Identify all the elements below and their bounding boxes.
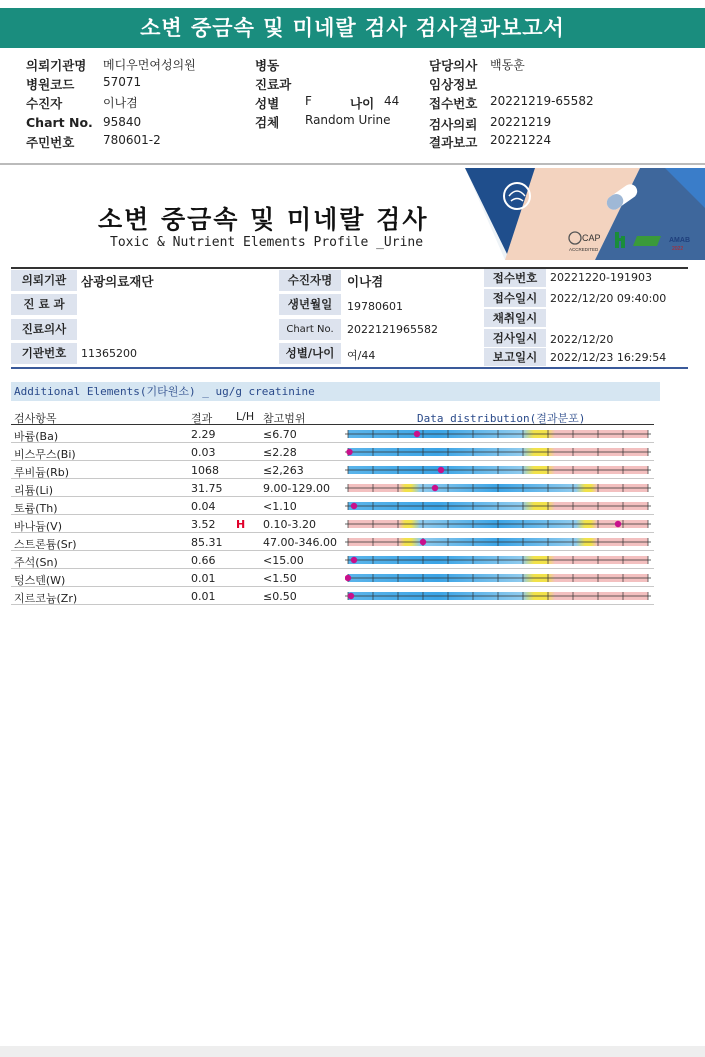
report-header-title: 소변 중금속 및 미네랄 검사 검사결과보고서 xyxy=(0,8,705,48)
report-page xyxy=(0,168,705,1048)
distribution-bar xyxy=(345,479,651,497)
result-value: 85.31 xyxy=(191,536,223,549)
field-label: 진료과 xyxy=(255,77,292,92)
header-divider xyxy=(0,163,705,165)
field-value: 이나겸 xyxy=(103,96,138,110)
sexage-label: 성별/나이 xyxy=(279,343,341,364)
field-label: 접수번호 xyxy=(429,96,478,111)
field-label: 의뢰기관명 xyxy=(26,58,87,73)
report-title: 소변 중금속 및 미네랄 검사 xyxy=(98,205,429,234)
collect-label: 채취일시 xyxy=(484,309,546,327)
item-name: 텅스텐(W) xyxy=(14,574,66,587)
field-label: 수진자 xyxy=(26,96,63,111)
distribution-bar xyxy=(345,515,651,533)
section-title: Additional Elements(기타원소) _ ug/g creatinine xyxy=(11,382,660,401)
chart-value: 2022121965582 xyxy=(347,323,438,336)
item-name: 지르코늄(Zr) xyxy=(14,592,78,605)
field-value: 95840 xyxy=(103,115,142,129)
report-date-value: 2022/12/23 16:29:54 xyxy=(550,351,667,364)
reference-range: ≤0.50 xyxy=(263,590,297,603)
green-logo xyxy=(633,236,661,246)
field-label: 주민번호 xyxy=(26,135,75,150)
recv-no-value: 20221220-191903 xyxy=(550,271,652,284)
item-name: 토륨(Th) xyxy=(14,502,58,515)
table-row xyxy=(11,461,654,479)
org-no-value: 11365200 xyxy=(81,347,137,360)
reference-range: <1.50 xyxy=(263,572,297,585)
distribution-bar xyxy=(345,461,651,479)
table-row xyxy=(11,425,654,443)
result-value: 0.66 xyxy=(191,554,216,567)
result-marker xyxy=(351,503,357,509)
item-name: 루비듐(Rb) xyxy=(14,466,70,479)
distribution-bar xyxy=(345,587,651,605)
patient-info-table xyxy=(11,267,688,370)
table-row xyxy=(11,443,654,461)
col-item: 검사항목 xyxy=(14,412,57,425)
field-value: Random Urine xyxy=(305,113,391,127)
distribution-bar xyxy=(345,497,651,515)
result-value: 0.01 xyxy=(191,572,216,585)
field-label: 병원코드 xyxy=(26,77,75,92)
reference-range: 9.00-129.00 xyxy=(263,482,330,495)
birth-value: 19780601 xyxy=(347,300,403,313)
field-value: 20221219-65582 xyxy=(490,94,594,108)
birth-label: 생년월일 xyxy=(279,294,341,315)
item-name: 바나듐(V) xyxy=(14,520,62,533)
field-value: 780601-2 xyxy=(103,133,161,147)
field-label: 임상정보 xyxy=(429,77,478,92)
item-name: 스트론튬(Sr) xyxy=(14,538,77,551)
reference-range: ≤6.70 xyxy=(263,428,297,441)
result-marker xyxy=(414,431,420,437)
table-row xyxy=(11,569,654,587)
result-value: 3.52 xyxy=(191,518,216,531)
field-label: 검사의뢰 xyxy=(429,117,478,132)
distribution-bar xyxy=(345,425,651,443)
item-name: 리튬(Li) xyxy=(14,484,54,497)
recv-date-label: 접수일시 xyxy=(484,289,546,307)
patient-value: 이나겸 xyxy=(347,274,384,289)
lh-flag: H xyxy=(236,518,246,531)
field-value: 20221219 xyxy=(490,115,552,129)
result-marker xyxy=(420,539,426,545)
result-marker xyxy=(346,449,352,455)
col-dist: Data distribution(결과분포) xyxy=(417,412,586,425)
field-value: 44 xyxy=(384,94,400,108)
field-value: F xyxy=(305,94,312,108)
table-row xyxy=(11,497,654,515)
svg-text:AMAB: AMAB xyxy=(669,237,690,244)
result-value: 2.29 xyxy=(191,428,216,441)
table-row xyxy=(11,533,654,551)
result-marker xyxy=(345,575,351,581)
field-value: 메디우먼여성의원 xyxy=(103,58,196,72)
patient-header xyxy=(0,52,705,162)
reference-range: 0.10-3.20 xyxy=(263,518,316,531)
reference-range: 47.00-346.00 xyxy=(263,536,337,549)
brand-banner xyxy=(465,168,705,260)
reference-range: ≤2,263 xyxy=(263,464,304,477)
distribution-bar xyxy=(345,443,651,461)
reference-range: <15.00 xyxy=(263,554,304,567)
item-name: 바륨(Ba) xyxy=(14,430,59,443)
table-header xyxy=(11,408,654,425)
result-value: 0.01 xyxy=(191,590,216,603)
result-value: 31.75 xyxy=(191,482,223,495)
field-label: Chart No. xyxy=(26,115,93,130)
report-date-label: 보고일시 xyxy=(484,348,546,366)
institution-label: 의뢰기관 xyxy=(11,270,77,291)
test-date-label: 검사일시 xyxy=(484,329,546,347)
sexage-value: 여/44 xyxy=(347,349,376,362)
result-marker xyxy=(351,557,357,563)
chart-label: Chart No. xyxy=(279,319,341,340)
table-row xyxy=(11,587,654,605)
report-subtitle: Toxic & Nutrient Elements Profile _Urine xyxy=(110,235,424,250)
field-label: 결과보고 xyxy=(429,135,478,150)
recv-date-value: 2022/12/20 09:40:00 xyxy=(550,292,667,305)
reference-range: <1.10 xyxy=(263,500,297,513)
doctor-label: 진료의사 xyxy=(11,319,77,340)
org-no-label: 기관번호 xyxy=(11,343,77,364)
item-name: 비스무스(Bi) xyxy=(14,448,76,461)
col-result: 결과 xyxy=(191,412,213,425)
col-lh: L/H xyxy=(236,410,255,423)
field-value: 57071 xyxy=(103,75,142,89)
institution-value: 삼광의료재단 xyxy=(81,274,154,289)
field-label: 담당의사 xyxy=(429,58,478,73)
page-footer-bar xyxy=(0,1046,705,1057)
field-label: 검체 xyxy=(255,115,280,130)
field-value: 백동훈 xyxy=(490,58,525,72)
result-value: 1068 xyxy=(191,464,219,477)
patient-label: 수진자명 xyxy=(279,270,341,291)
svg-text:ACCREDITED: ACCREDITED xyxy=(569,247,599,252)
reference-range: ≤2.28 xyxy=(263,446,297,459)
test-date-value: 2022/12/20 xyxy=(550,333,614,346)
table-row xyxy=(11,515,654,533)
result-marker xyxy=(432,485,438,491)
result-marker xyxy=(615,521,621,527)
distribution-bar xyxy=(345,569,651,587)
field-label: 나이 xyxy=(350,96,375,111)
field-label: 병동 xyxy=(255,58,280,73)
svg-text:CAP: CAP xyxy=(582,233,601,243)
svg-text:2022: 2022 xyxy=(672,246,684,252)
col-ref: 참고범위 xyxy=(263,412,306,425)
result-value: 0.03 xyxy=(191,446,216,459)
distribution-bar xyxy=(345,533,651,551)
result-marker xyxy=(348,593,354,599)
field-label: 성별 xyxy=(255,96,280,111)
distribution-bar xyxy=(345,551,651,569)
dept-label: 진 료 과 xyxy=(11,294,77,315)
recv-no-label: 접수번호 xyxy=(484,269,546,287)
result-marker xyxy=(438,467,444,473)
table-row xyxy=(11,479,654,497)
field-value: 20221224 xyxy=(490,133,552,147)
table-row xyxy=(11,551,654,569)
result-value: 0.04 xyxy=(191,500,216,513)
item-name: 주석(Sn) xyxy=(14,556,58,569)
